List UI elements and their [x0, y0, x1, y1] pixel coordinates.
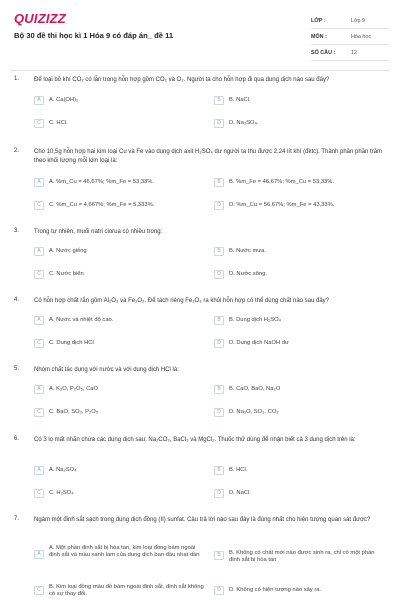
option-b[interactable]	[214, 247, 386, 256]
option-a[interactable]	[34, 385, 206, 394]
option-letter: A	[34, 385, 44, 394]
option-c[interactable]	[34, 408, 206, 417]
question-text: Để loại bỏ khí CO₂ có lẫn trong hỗn hợp gồm CO₂ và O₂. Người ta cho hỗn hợp đi qua dung dịch nào sau đây?	[34, 77, 330, 83]
question-text: Có hỗn hợp chất rắn gồm Al₂O₃ và Fe₂O₃. Để tách riêng Fe₂O₃ ra khỏi hỗn hợp có thể dùng chất nào sau đây?	[34, 298, 330, 304]
option-a[interactable]	[34, 96, 206, 105]
question-number: 6.	[14, 436, 20, 442]
option-text: D. Không có hiện tượng nào xảy ra.	[229, 587, 322, 593]
option-text: D. Nước sông.	[229, 271, 267, 277]
option-letter: D	[214, 270, 224, 279]
option-a[interactable]	[34, 544, 206, 559]
option-b[interactable]	[214, 316, 386, 325]
option-letter: D	[214, 408, 224, 417]
meta-table	[311, 13, 389, 61]
option-text: A. Ca(OH)₂	[49, 97, 79, 103]
option-text: B. Nước mưa.	[229, 248, 267, 254]
option-c[interactable]	[34, 489, 206, 498]
option-letter: D	[214, 586, 224, 595]
option-b[interactable]	[214, 549, 386, 564]
option-letter: B	[214, 551, 224, 560]
option-b[interactable]	[214, 466, 386, 475]
option-letter: D	[214, 489, 224, 498]
question-number: 4.	[14, 297, 20, 303]
option-a[interactable]	[34, 247, 206, 256]
option-letter: A	[34, 550, 44, 559]
option-text: C. HCl.	[49, 120, 68, 126]
option-a[interactable]	[34, 466, 206, 475]
question-number: 2.	[14, 148, 20, 154]
option-d[interactable]	[214, 201, 386, 210]
option-letter: C	[34, 119, 44, 128]
option-text: C. %m_Cu = 4,667%; %m_Fe = 5,333%.	[49, 202, 155, 208]
option-text: D. Na₂O, SO₃, CO₂	[229, 409, 279, 415]
option-text: D. %m_Cu = 56,67%; %m_Fe = 43,33%.	[229, 202, 335, 208]
option-text: B. CaO, BaO, Na₂O	[229, 386, 281, 392]
meta-value: Hóa học	[351, 33, 372, 40]
meta-row-question-count	[311, 45, 389, 61]
meta-label: MÔN :	[311, 33, 327, 40]
option-d[interactable]	[214, 489, 386, 498]
option-letter: C	[34, 586, 44, 595]
option-letter: B	[214, 466, 224, 475]
option-b[interactable]	[214, 96, 386, 105]
question-number: 3.	[14, 228, 20, 234]
option-text: A. K₂O, P₂O₅, CaO	[49, 386, 99, 392]
option-b[interactable]	[214, 385, 386, 394]
option-text: A. %m_Cu = 46,67%; %m_Fe = 53,33%.	[49, 179, 155, 185]
meta-label: LỚP :	[311, 17, 326, 24]
page-title: Bộ 30 đề thi học kì 1 Hóa 9 có đáp án_ đề 11	[14, 31, 174, 40]
question-text: Cho 10,5g hỗn hợp hai kim loại Cu và Fe vào dung dịch axit H₂SO₄ dư người ta thu được 2,24 lít khí (đktc). Thành phần phần trăm theo khối lượng mỗi kim loại là:	[34, 149, 383, 164]
option-letter: A	[34, 247, 44, 256]
option-text: B. NaCl.	[229, 97, 251, 103]
option-letter: C	[34, 408, 44, 417]
meta-row-subject	[311, 29, 389, 45]
option-c[interactable]	[34, 583, 206, 598]
option-letter: D	[214, 339, 224, 348]
option-text: C. H₂SO₄	[49, 490, 74, 496]
quizizz-logo: QUIZIZZ	[14, 11, 66, 26]
page-header	[0, 0, 400, 62]
option-letter: A	[34, 96, 44, 105]
option-letter: B	[214, 247, 224, 256]
option-letter: C	[34, 339, 44, 348]
option-c[interactable]	[34, 201, 206, 210]
option-b[interactable]	[214, 178, 386, 187]
meta-label: SỐ CÂU :	[311, 49, 336, 56]
header-divider	[10, 70, 390, 71]
option-text: D. Na₂SO₄.	[229, 120, 259, 126]
meta-row-grade	[311, 13, 389, 29]
option-text: A. Na₂SO₄	[49, 467, 77, 473]
option-d[interactable]	[214, 339, 386, 348]
option-letter: A	[34, 178, 44, 187]
option-letter: B	[214, 96, 224, 105]
option-letter: D	[214, 119, 224, 128]
option-c[interactable]	[34, 270, 206, 279]
option-text: A. Nước giếng	[49, 248, 87, 254]
option-d[interactable]	[214, 586, 386, 595]
option-letter: C	[34, 270, 44, 279]
option-text: B. Không có chất mới nào được sinh ra, chỉ có một phần đinh sắt bị hòa tan	[229, 550, 375, 564]
option-text: C. Nước biển	[49, 271, 84, 277]
option-text: A. Nước và nhiệt độ cao.	[49, 317, 114, 323]
question-text: Nhóm chất tác dụng với nước và với dung dịch HCl là:	[34, 367, 179, 373]
option-text: C. BaO, SO₃, P₂O₅	[49, 409, 99, 415]
option-letter: C	[34, 489, 44, 498]
meta-value: 12	[351, 49, 357, 56]
question-text: Ngâm một đinh sắt sạch trong dung dịch đồng (II) sunfat. Câu trả lời nào sau đây là đúng nhất cho hiện tượng quan sát được?	[34, 517, 371, 523]
option-d[interactable]	[214, 270, 386, 279]
option-text: D. Dung dịch NaOH dư	[229, 340, 289, 346]
option-d[interactable]	[214, 119, 386, 128]
option-text: A. Một phần đinh sắt bị hòa tan, kim loại đồng bám ngoài đinh sắt và màu xanh lam của dung dịch ban đầu nhạt dần	[49, 545, 200, 559]
question-text: Trong tự nhiên, muối natri clorua có nhiều trong:	[34, 229, 163, 235]
option-letter: B	[214, 316, 224, 325]
option-c[interactable]	[34, 339, 206, 348]
option-text: B. HCl.	[229, 467, 248, 473]
option-letter: A	[34, 466, 44, 475]
option-letter: D	[214, 201, 224, 210]
question-number: 7.	[14, 516, 20, 522]
option-letter: C	[34, 201, 44, 210]
question-number: 5.	[14, 366, 20, 372]
option-text: B. Kim loại đồng màu đỏ bám ngoài đinh sắt, đinh sắt không có sự thay đổi.	[49, 584, 204, 598]
meta-value: Lớp 9	[351, 17, 366, 24]
option-text: B. %m_Fe = 46,67%; %m_Cu = 53,33%.	[229, 179, 335, 185]
option-text: C. Dung dịch HCl	[49, 340, 94, 346]
option-text: D. NaCl.	[229, 490, 251, 496]
option-letter: B	[214, 385, 224, 394]
option-a[interactable]	[34, 178, 206, 187]
option-a[interactable]	[34, 316, 206, 325]
option-d[interactable]	[214, 408, 386, 417]
option-letter: B	[214, 178, 224, 187]
option-text: B. Dung dịch H₂SO₄	[229, 317, 281, 323]
question-text: Có 3 lọ mất nhãn chứa các dung dịch sau: Na₂CO₃, BaCl₂ và MgCl₂. Thuốc thử dùng để nhận biết cả 3 dung dịch trên là:	[34, 437, 356, 443]
question-number: 1.	[14, 76, 20, 82]
option-letter: A	[34, 316, 44, 325]
option-c[interactable]	[34, 119, 206, 128]
